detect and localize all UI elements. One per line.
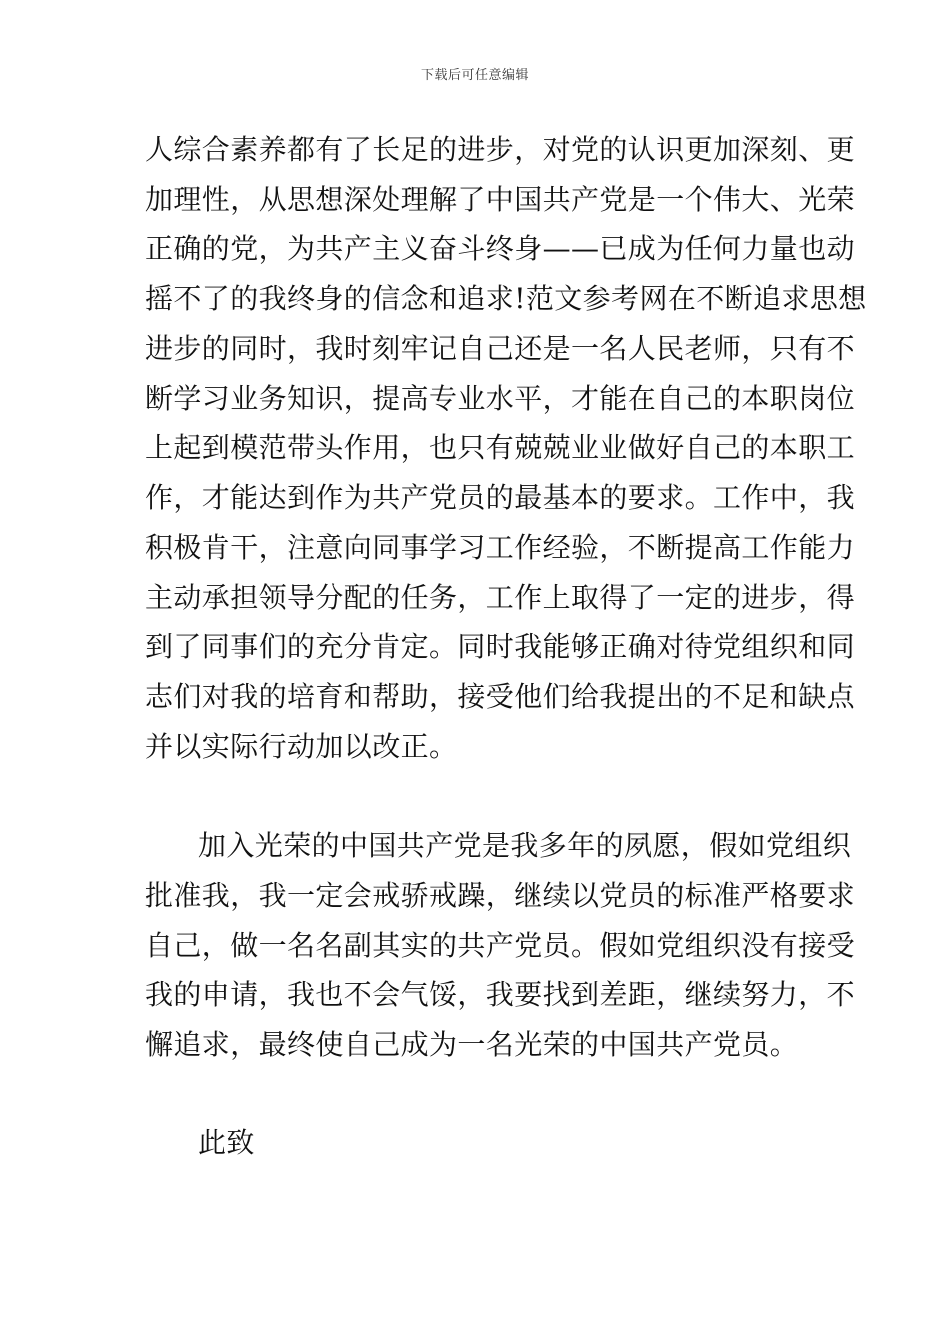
paragraph-1-line: 加理性，从思想深处理解了中国共产党是一个伟大、光荣: [145, 183, 856, 216]
paragraph-2-line: 批准我，我一定会戒骄戒躁，继续以党员的标准严格要求: [145, 879, 856, 912]
paragraph-2-line: 我的申请，我也不会气馁，我要找到差距，继续努力，不: [145, 978, 856, 1011]
paragraph-1-line: 上起到模范带头作用，也只有兢兢业业做好自己的本职工: [145, 431, 856, 464]
paragraph-1-line: 摇不了的我终身的信念和追求!范文参考网在不断追求思想: [145, 282, 867, 315]
page-header: 下载后可任意编辑: [420, 68, 529, 83]
paragraph-2-line: 自己，做一名名副其实的共产党员。假如党组织没有接受: [145, 929, 856, 962]
paragraph-1-line: 积极肯干，注意向同事学习工作经验，不断提高工作能力: [145, 531, 856, 564]
paragraph-1-line: 进步的同时，我时刻牢记自己还是一名人民老师，只有不: [145, 332, 856, 365]
paragraph-1-line: 志们对我的培育和帮助，接受他们给我提出的不足和缺点: [145, 680, 856, 713]
paragraph-1-line: 断学习业务知识，提高专业水平，才能在自己的本职岗位: [145, 382, 856, 415]
paragraph-2-line: 懈追求，最终使自己成为一名光荣的中国共产党员。: [145, 1028, 799, 1061]
paragraph-1-line: 主动承担领导分配的任务，工作上取得了一定的进步，得: [145, 581, 856, 614]
paragraph-1-line: 正确的党，为共产主义奋斗终身——已成为任何力量也动: [145, 232, 856, 265]
paragraph-1-line: 到了同事们的充分肯定。同时我能够正确对待党组织和同: [145, 630, 856, 663]
paragraph-1-line: 并以实际行动加以改正。: [145, 730, 458, 763]
paragraph-1-line: 人综合素养都有了长足的进步，对党的认识更加深刻、更: [145, 133, 856, 166]
closing-salutation: 此致: [198, 1126, 255, 1159]
paragraph-2-line: 加入光荣的中国共产党是我多年的夙愿，假如党组织: [198, 829, 852, 862]
paragraph-1-line: 作，才能达到作为共产党员的最基本的要求。工作中，我: [145, 481, 856, 514]
